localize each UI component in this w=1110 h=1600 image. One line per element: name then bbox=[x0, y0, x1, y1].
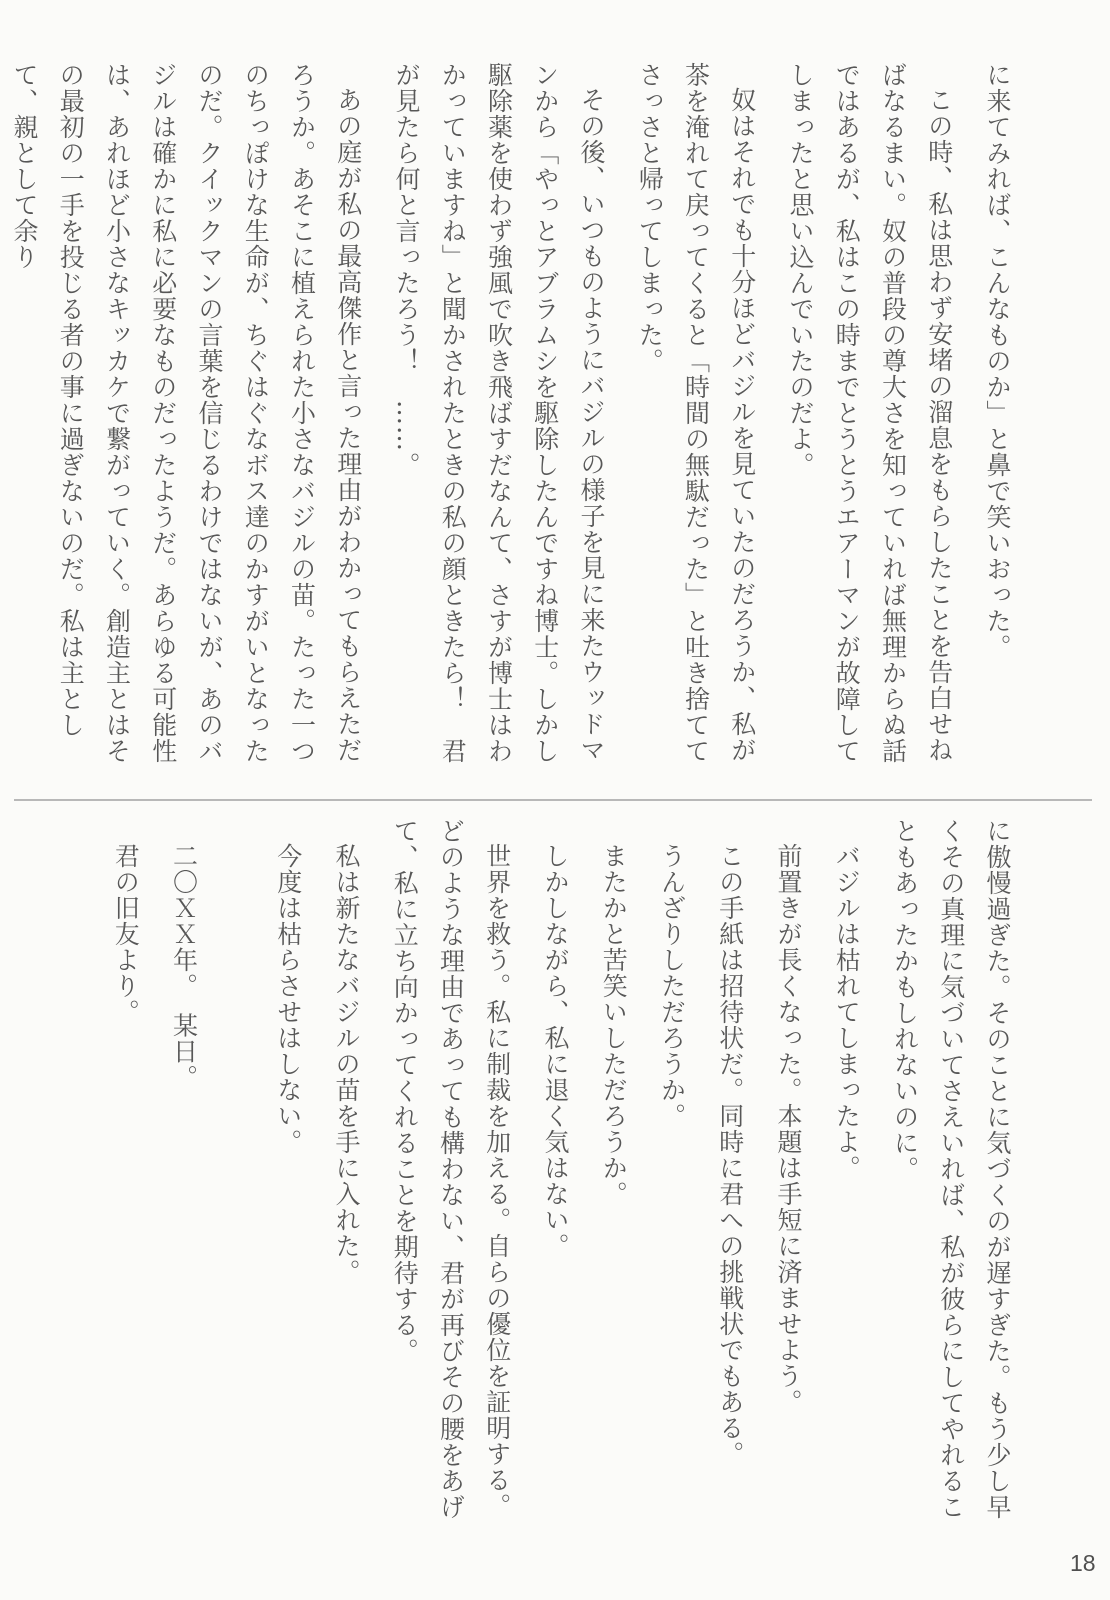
top-text-block bbox=[10, 62, 1020, 780]
page-number: 18 bbox=[1070, 1550, 1096, 1576]
paragraph: 今度は枯らさせはしない。 bbox=[273, 843, 303, 1155]
paragraph: この時、私は思わず安堵の溜息をもらしたことを告白せねばなるまい。奴の普段の尊大さを知っていれば無理からぬ話ではあるが、私はこの時までとうとうエアーマンが故障してしまったと思い込んでいたのだよ。 bbox=[786, 62, 954, 764]
paragraph: 前置きが長くなった。本題は手短に済ませよう。 bbox=[774, 843, 803, 1415]
paragraph: その後、いつものようにバジルの様子を見に来たウッドマンから「やっとアブラムシを駆除したんですね博士。しかし駆除薬を使わず強風で吹き飛ばすだなんて、さすが博士はわかっていますね」と聞かされたときの私の顔ときたら！ 君が見たら何と言ったろう！ ……。 bbox=[392, 62, 606, 764]
paragraph: に傲慢過ぎた。そのことに気づくのが遅すぎた。もう少し早くその真理に気づいてさえいれば、私が彼らにしてやれることもあったかもしれないのに。 bbox=[890, 818, 1012, 1520]
signature-line: 君の旧友より。 bbox=[111, 843, 141, 1025]
paragraph: うんざりしただろうか。 bbox=[657, 843, 687, 1129]
date-line: 二〇ＸＸ年。 某日。 bbox=[169, 843, 199, 1091]
paragraph: バジルは枯れてしまったよ。 bbox=[832, 843, 862, 1181]
paragraph: またかと苦笑いしただろうか。 bbox=[599, 843, 629, 1207]
paragraph: 世界を救う。私に制裁を加える。自らの優位を証明する。どのような理由であっても構わない、君が再びその腰をあげて、私に立ち向かってくれることを期待する。 bbox=[390, 818, 512, 1520]
paragraph: 私は新たなバジルの苗を手に入れた。 bbox=[332, 843, 361, 1285]
paragraph: この手紙は招待状だ。同時に君への挑戦状でもある。 bbox=[715, 843, 745, 1467]
section-divider bbox=[14, 799, 1092, 801]
paragraph: しかしながら、私に退く気はない。 bbox=[541, 843, 570, 1259]
paragraph: あの庭が私の最高傑作と言った理由がわかってもらえただろうか。あそこに植えられた小さなバジルの苗。たった一つのちっぽけな生命が、ちぐはぐなボス達のかすがいとなったのだ。クイックマンの言葉を信じるわけではないが、あのバジルは確かに私に必要なものだったようだ。あらゆる可能性は、あれほど小さなキッカケで繋がっていく。創造主とはその最初の一手を投じる者の事に過ぎないのだ。私は主として、親として余り bbox=[10, 62, 363, 764]
bottom-text-block bbox=[60, 818, 1020, 1542]
paragraph: 奴はそれでも十分ほどバジルを見ていたのだろうか、私が茶を淹れて戻ってくると「時間の無駄だった」と吐き捨ててさっさと帰ってしまった。 bbox=[635, 62, 757, 764]
paragraph: に来てみれば、こんなものか」と鼻で笑いおった。 bbox=[983, 62, 1012, 660]
